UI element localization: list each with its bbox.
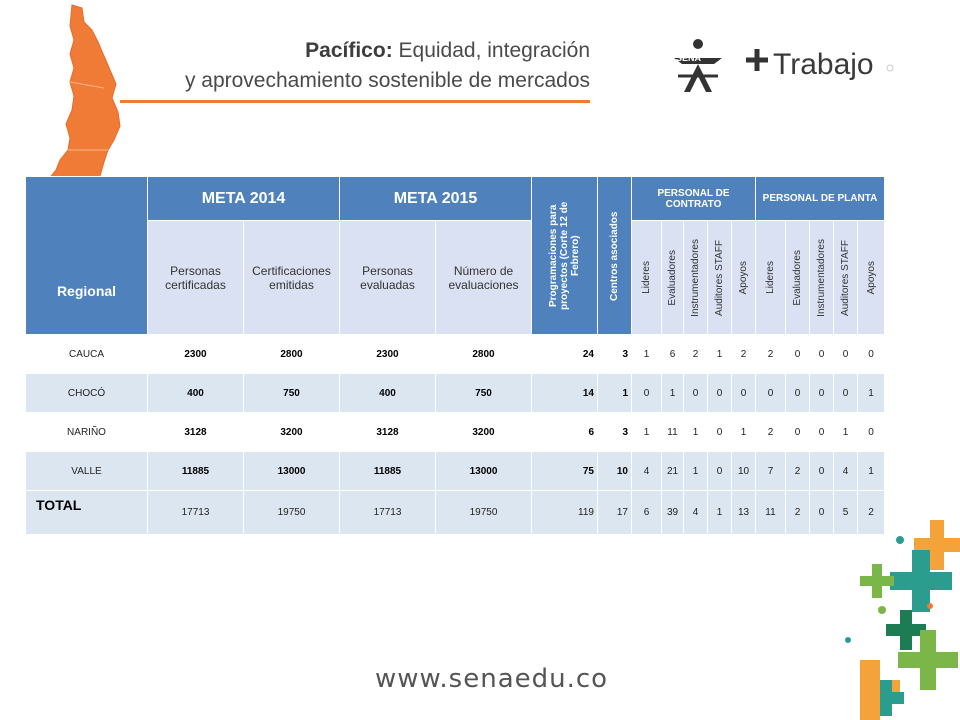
role-header: Lideres [756, 221, 786, 335]
table-cell: 0 [708, 452, 732, 491]
table-cell: 2800 [436, 335, 532, 374]
meta-2015-header: META 2015 [340, 177, 532, 221]
table-cell: 1 [732, 413, 756, 452]
table-cell: 1 [858, 452, 885, 491]
table-cell: 4 [834, 452, 858, 491]
table-cell: 11885 [340, 452, 436, 491]
personal-planta-header: PERSONAL DE PLANTA [756, 177, 885, 221]
table-cell: 3128 [340, 413, 436, 452]
sena-text: SENA [676, 53, 702, 63]
table-cell: 0 [786, 335, 810, 374]
meta-2014-header: META 2014 [148, 177, 340, 221]
table-cell: 1 [632, 335, 662, 374]
table-cell: 13 [732, 491, 756, 535]
table-cell: 3 [598, 413, 632, 452]
table-cell: 10 [598, 452, 632, 491]
regional-header: Regional [26, 177, 148, 335]
sub-header-numero-evaluaciones: Número de evaluaciones [436, 221, 532, 335]
table-cell: 2 [756, 335, 786, 374]
table-cell: 11 [756, 491, 786, 535]
table-cell: 0 [708, 413, 732, 452]
regional-name: VALLE [26, 452, 148, 491]
role-header: Lideres [632, 221, 662, 335]
table-cell: 11 [662, 413, 684, 452]
table-cell: 2 [786, 452, 810, 491]
regional-name: NARIÑO [26, 413, 148, 452]
table-cell: 0 [810, 452, 834, 491]
title-rest: Equidad, integración [392, 39, 590, 62]
table-cell: 21 [662, 452, 684, 491]
table-cell: 75 [532, 452, 598, 491]
table-cell: 0 [708, 374, 732, 413]
table-cell: 0 [786, 374, 810, 413]
title-underline [120, 100, 590, 103]
table-cell: 6 [662, 335, 684, 374]
table-cell: 3200 [244, 413, 340, 452]
table-cell: 2 [786, 491, 810, 535]
table-cell: 3128 [148, 413, 244, 452]
centros-header: Centros asociados [598, 177, 632, 335]
table-cell: 24 [532, 335, 598, 374]
table-cell: 17 [598, 491, 632, 535]
table-cell: 0 [756, 374, 786, 413]
table-cell: 17713 [340, 491, 436, 535]
role-header: Apoyos [732, 221, 756, 335]
table-cell: 0 [810, 374, 834, 413]
table-cell: 2300 [340, 335, 436, 374]
table-cell: 14 [532, 374, 598, 413]
slide-title [160, 36, 590, 96]
table-cell: 13000 [436, 452, 532, 491]
table-cell: 0 [858, 413, 885, 452]
table-cell: 1 [632, 413, 662, 452]
brand-text: Trabajo [773, 48, 874, 81]
table-cell: 6 [532, 413, 598, 452]
footer-url: www.senaedu.co [375, 664, 609, 694]
table-cell: 39 [662, 491, 684, 535]
table-cell: 1 [834, 413, 858, 452]
table-cell: 2800 [244, 335, 340, 374]
table-cell: 1 [708, 491, 732, 535]
table-row [26, 413, 885, 452]
table-cell: 400 [148, 374, 244, 413]
title-bold: Pacífico: [305, 39, 393, 62]
table-row [26, 374, 885, 413]
personal-contrato-header: PERSONAL DE CONTRATO [632, 177, 756, 221]
programaciones-header: Programaciones para proyectos (Corte 12 de Febrero) [532, 177, 598, 335]
table-cell: 0 [810, 413, 834, 452]
table-cell: 13000 [244, 452, 340, 491]
total-row [26, 491, 885, 535]
table-cell: 19750 [244, 491, 340, 535]
role-header: Auditores STAFF [708, 221, 732, 335]
role-header: Instrumentadores [810, 221, 834, 335]
table-cell: 4 [684, 491, 708, 535]
table-cell: 11885 [148, 452, 244, 491]
regional-name: CAUCA [26, 335, 148, 374]
table-cell: 3 [598, 335, 632, 374]
table-cell: 1 [858, 374, 885, 413]
table-cell: 2 [756, 413, 786, 452]
sub-header-personas-certificadas: Personas certificadas [148, 221, 244, 335]
sub-header-certificaciones-emitidas: Certificaciones emitidas [244, 221, 340, 335]
table-cell: 17713 [148, 491, 244, 535]
role-header: Apoyos [858, 221, 885, 335]
table-cell: 1 [684, 452, 708, 491]
sub-header-personas-evaluadas: Personas evaluadas [340, 221, 436, 335]
table-cell: 10 [732, 452, 756, 491]
regional-name: CHOCÓ [26, 374, 148, 413]
table-cell: 119 [532, 491, 598, 535]
table-row [26, 452, 885, 491]
role-header: Evaluadores [662, 221, 684, 335]
table-row [26, 335, 885, 374]
table-cell: 19750 [436, 491, 532, 535]
table-cell: 2 [858, 491, 885, 535]
table-cell: 1 [708, 335, 732, 374]
role-header: Evaluadores [786, 221, 810, 335]
metas-table [25, 176, 885, 535]
table-cell: 1 [684, 413, 708, 452]
table-cell: 6 [632, 491, 662, 535]
table-cell: 2300 [148, 335, 244, 374]
table-cell: 2 [684, 335, 708, 374]
table-cell: 0 [684, 374, 708, 413]
table-cell: 0 [810, 335, 834, 374]
table-cell: 750 [436, 374, 532, 413]
table-cell: 2 [732, 335, 756, 374]
table-cell: 3200 [436, 413, 532, 452]
table-cell: 4 [632, 452, 662, 491]
table-cell: 0 [732, 374, 756, 413]
table-cell: 400 [340, 374, 436, 413]
table-cell: 0 [834, 374, 858, 413]
table-cell: 0 [834, 335, 858, 374]
table-cell: 0 [786, 413, 810, 452]
role-header: Auditores STAFF [834, 221, 858, 335]
table-cell: 5 [834, 491, 858, 535]
title-line2: y aprovechamiento sostenible de mercados [184, 69, 590, 92]
table-cell: 0 [810, 491, 834, 535]
table-cell: 750 [244, 374, 340, 413]
table-cell: 7 [756, 452, 786, 491]
role-header: Instrumentadores [684, 221, 708, 335]
table-cell: 0 [632, 374, 662, 413]
decorative-plus-signs [820, 510, 960, 720]
table-cell: 0 [858, 335, 885, 374]
table-cell: 1 [662, 374, 684, 413]
total-label: TOTAL [26, 491, 148, 535]
table-cell: 1 [598, 374, 632, 413]
